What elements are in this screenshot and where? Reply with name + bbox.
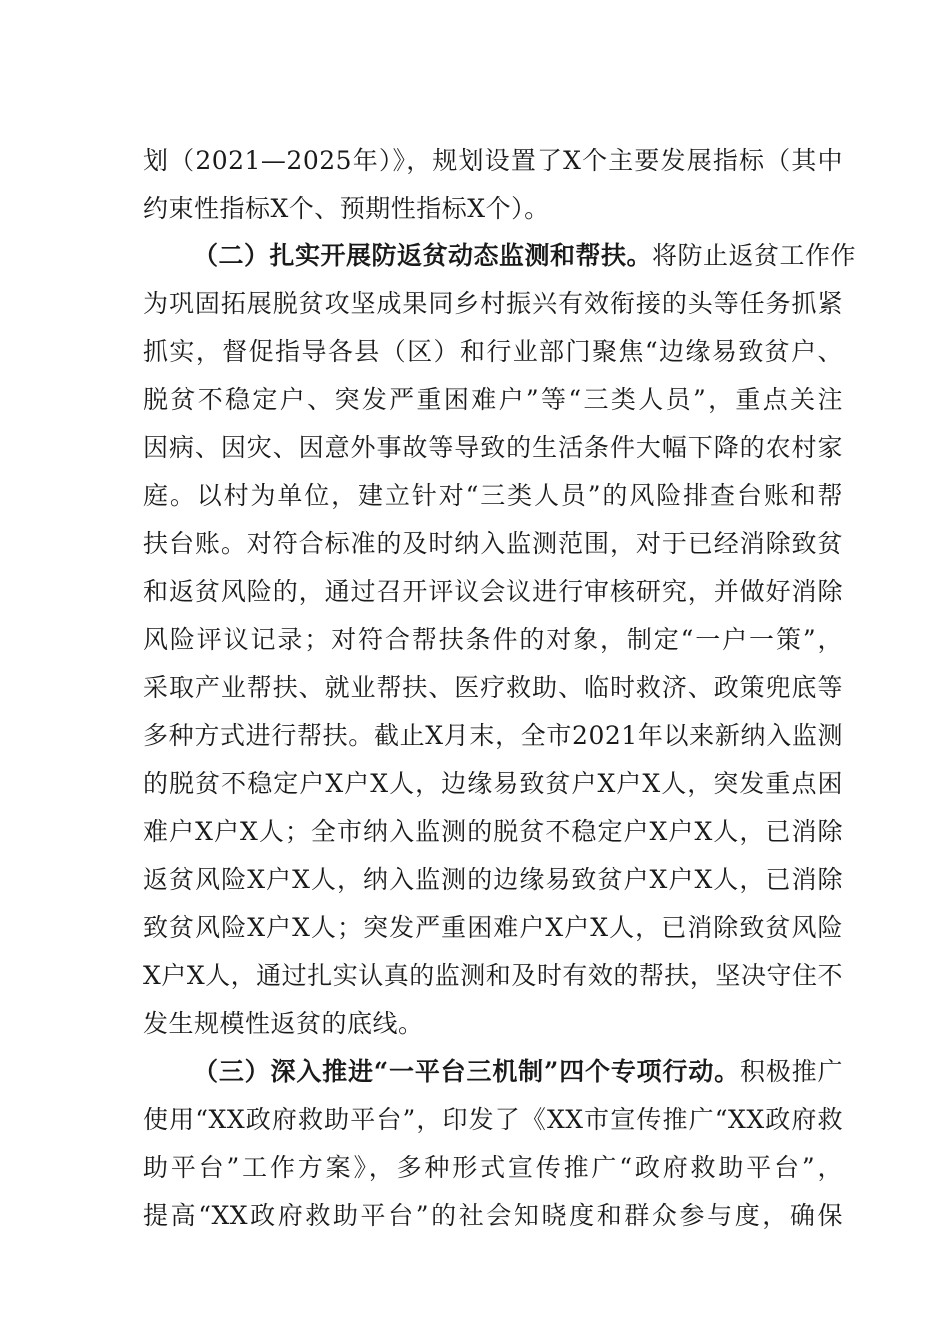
paragraph-3-line: 使用“XX政府救助平台”，印发了《XX市宣传推广“XX政府救 (143, 1105, 843, 1134)
paragraph-2-first-line (193, 233, 857, 279)
paragraph-3-line: 提高“XX政府救助平台”的社会知晓度和群众参与度，确保 (143, 1201, 843, 1230)
paragraph-2-line: 发生规模性返贫的底线。 (143, 1009, 424, 1038)
paragraph-2-line: 抓实，督促指导各县（区）和行业部门聚焦“边缘易致贫户、 (143, 337, 843, 366)
paragraph-2-line: 返贫风险X户X人，纳入监测的边缘易致贫户X户X人，已消除 (143, 865, 843, 894)
paragraph-3-heading: （三）深入推进“一平台三机制”四个专项行动。 (193, 1057, 740, 1086)
paragraph-2-line: 扶台账。对符合标准的及时纳入监测范围，对于已经消除致贫 (143, 529, 843, 558)
paragraph-2-line: 庭。以村为单位，建立针对“三类人员”的风险排查台账和帮 (143, 481, 843, 510)
paragraph-2-first-line-rest: 将防止返贫工作作 (652, 241, 857, 270)
paragraph-2-line: 采取产业帮扶、就业帮扶、医疗救助、临时救济、政策兜底等 (143, 673, 843, 702)
paragraph-2-line: 脱贫不稳定户、突发严重困难户”等“三类人员”，重点关注 (143, 385, 843, 414)
paragraph-2-line: 因病、因灾、因意外事故等导致的生活条件大幅下降的农村家 (143, 433, 843, 462)
paragraph-2-line: 风险评议记录；对符合帮扶条件的对象，制定“一户一策”， (143, 625, 843, 654)
paragraph-2-line: 为巩固拓展脱贫攻坚成果同乡村振兴有效衔接的头等任务抓紧 (143, 289, 843, 318)
paragraph-3-first-line (193, 1049, 843, 1095)
paragraph-1-line-2: 约束性指标X个、预期性指标X个）。 (143, 194, 550, 223)
paragraph-3-first-line-rest: 积极推广 (740, 1057, 843, 1086)
paragraph-1-line-1: 划（2021—2025年）》，规划设置了X个主要发展指标（其中 (143, 146, 843, 175)
paragraph-2-line: 和返贫风险的，通过召开评议会议进行审核研究，并做好消除 (143, 577, 843, 606)
paragraph-2-line: 致贫风险X户X人；突发严重困难户X户X人，已消除致贫风险 (143, 913, 843, 942)
paragraph-2-line: 多种方式进行帮扶。截止X月末，全市2021年以来新纳入监测 (143, 721, 843, 750)
paragraph-2-line: 难户X户X人；全市纳入监测的脱贫不稳定户X户X人，已消除 (143, 817, 843, 846)
paragraph-2-line: X户X人，通过扎实认真的监测和及时有效的帮扶，坚决守住不 (143, 961, 843, 990)
paragraph-3-line: 助平台”工作方案》，多种形式宣传推广“政府救助平台”， (143, 1153, 843, 1182)
paragraph-2-heading: （二）扎实开展防返贫动态监测和帮扶。 (193, 241, 653, 270)
paragraph-2-line: 的脱贫不稳定户X户X人，边缘易致贫户X户X人，突发重点困 (143, 769, 843, 798)
